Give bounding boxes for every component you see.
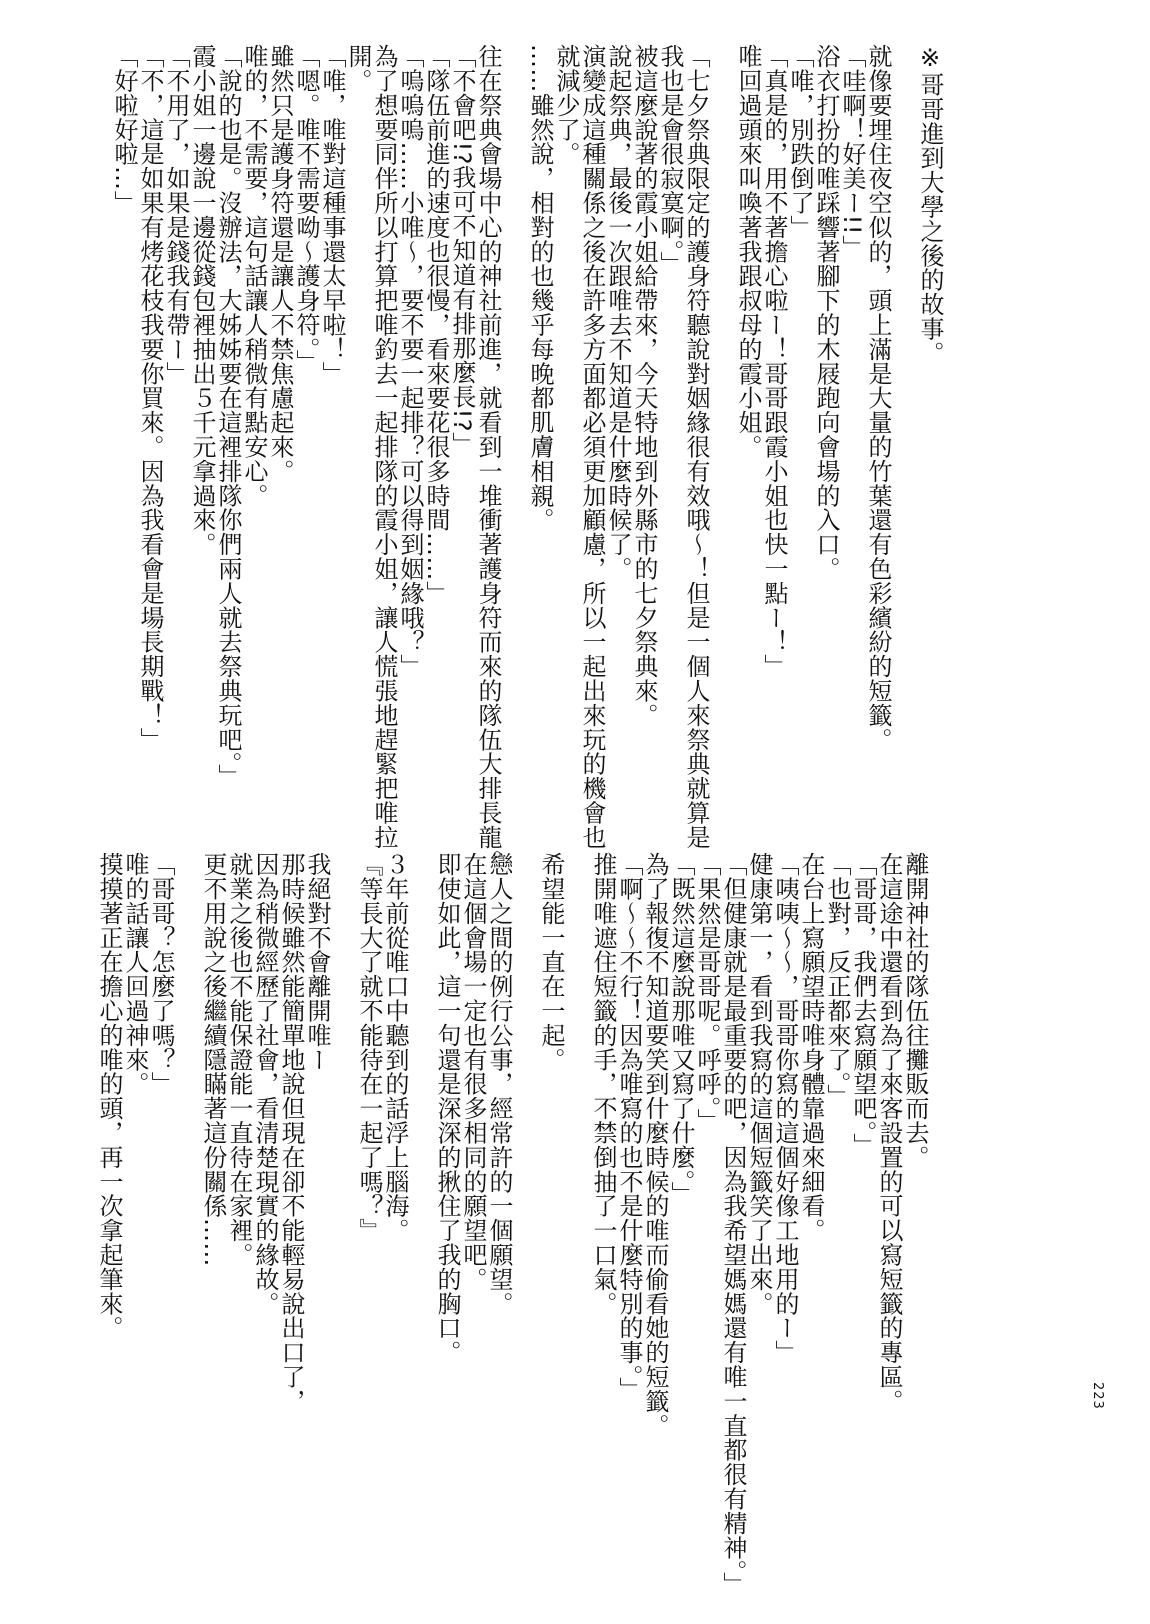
bottom-text-section bbox=[95, 852, 929, 1597]
text-line: 因為稍微經歷了社會，看清楚現實的緣故。 bbox=[251, 852, 279, 1316]
text-line: 「嗚嗚嗚……小唯～，要不要一起排？可以得到姻緣哦？」 bbox=[396, 44, 424, 679]
blank-line bbox=[501, 44, 527, 824]
text-line: 唯的話讓人回過神來。 bbox=[121, 852, 149, 1096]
text-line: 演變成這種關係之後在許多方面都必須更加顧慮，所以一起出來玩的機會也 bbox=[578, 44, 606, 850]
text-line: 在這途中還看到為了來客設置的可以寫短籤的專區。 bbox=[875, 852, 903, 1414]
text-line: 「唯，別跌倒了」 bbox=[786, 44, 814, 240]
text-line: 健康第一，看到我寫的這個短籤笑了出來。 bbox=[745, 852, 773, 1316]
text-line: 「也對，反正都來了。」 bbox=[823, 852, 851, 1109]
blank-line bbox=[174, 852, 200, 1592]
text-line: 被這麼說著的霞小姐給帶來，今天特地到外縣市的七夕祭典來。 bbox=[630, 44, 658, 728]
text-line: 更不用說之後繼續隱瞞著這份關係…… bbox=[199, 852, 227, 1267]
text-line: ３年前從唯口中聽到的話浮上腦海。 bbox=[381, 852, 409, 1243]
text-line: 為了報復不知道要笑到什麼時候的唯而偷看她的短籤。 bbox=[641, 852, 669, 1438]
blank-line bbox=[330, 852, 356, 1592]
text-line: 「果然是哥哥呢。呼呼。」 bbox=[693, 852, 721, 1133]
text-line: 唯的，不需要，這句話讓人稍微有點安心。 bbox=[240, 44, 268, 508]
text-line: 推開唯遮住短籤的手，不禁倒抽了一口氣。 bbox=[589, 852, 617, 1316]
text-line: 為了想要同伴所以打算把唯釣去一起排隊的霞小姐，讓人慌張地趕緊把唯拉 bbox=[370, 44, 398, 850]
text-line: 「七夕祭典限定的護身符聽說對姻緣很有效哦～！但是一個人來祭典就算是 bbox=[682, 44, 710, 850]
text-line: 戀人之間的例行公事，經常許的一個願望。 bbox=[485, 852, 513, 1316]
text-line: 「真是的，用不著擔心啦ー！哥哥跟霞小姐也快一點ー！」 bbox=[760, 44, 788, 679]
top-text-section bbox=[110, 44, 944, 874]
blank-line bbox=[408, 852, 434, 1592]
text-line: 開。 bbox=[344, 44, 372, 93]
text-line: 「啊～～不行！因為唯寫的也不是什麼特別的事。」 bbox=[615, 852, 643, 1402]
text-line: 即使如此，這一句還是深深的揪住了我的胸口。 bbox=[433, 852, 461, 1365]
text-line: 「但健康就是最重要的吧，因為我希望媽媽還有唯一直都很有精神。」 bbox=[719, 852, 747, 1597]
text-line: 「哇啊！好美ー!!」 bbox=[838, 44, 866, 260]
text-line: 『等長大了就不能待在一起了嗎？』 bbox=[355, 852, 383, 1243]
text-line: 在台上寫願望時唯身體靠過來細看。 bbox=[797, 852, 825, 1243]
text-line: 「不，這是如果有烤花枝我要你買來。因為我看會是場長期戰！」 bbox=[136, 44, 164, 752]
page-number: 223 bbox=[1090, 1382, 1105, 1410]
text-line: 霞小姐一邊說一邊從錢包裡抽出５千元拿過來。 bbox=[188, 44, 216, 557]
text-line: 就像要埋住夜空似的，頭上滿是大量的竹葉還有色彩繽紛的短籤。 bbox=[864, 44, 892, 752]
text-line: 「咦咦～～，哥哥你寫的這個好像工地用的ー」 bbox=[771, 852, 799, 1365]
text-line: 浴衣打扮的唯踩響著腳下的木屐跑向會場的入口。 bbox=[812, 44, 840, 581]
blank-line bbox=[709, 44, 735, 824]
text-line: 「說的也是。沒辦法，大姊姊要在這裡排隊你們兩人就去祭典玩吧。」 bbox=[214, 44, 242, 789]
text-line: 「哥哥，我們去寫願望吧。」 bbox=[849, 852, 877, 1158]
text-line: 那時候雖然能簡單地說但現在卻不能輕易說出口了， bbox=[277, 852, 305, 1414]
text-line: 「不用了，如果是錢我有帶ー」 bbox=[162, 44, 190, 386]
text-line: 摸摸著正在擔心的唯的頭，再一次拿起筆來。 bbox=[95, 852, 123, 1340]
text-line: 我也是會很寂寞啊。」 bbox=[656, 44, 684, 276]
text-line: 往在祭典會場中心的神社前進，就看到一堆衝著護身符而來的隊伍大排長龍。 bbox=[474, 44, 502, 874]
blank-line bbox=[891, 44, 917, 824]
blank-line bbox=[512, 852, 538, 1592]
text-line: 「好啦好啦…」 bbox=[110, 44, 138, 215]
text-line: 在這個會場一定也有很多相同的願望吧。 bbox=[459, 852, 487, 1292]
text-line: 「隊伍前進的速度也很慢，看來要花很多時間……」 bbox=[422, 44, 450, 606]
text-line: 說起祭典，最後一次跟唯去不知道是什麼時候了。 bbox=[604, 44, 632, 581]
text-line: 「既然這麼說那唯又寫了什麼。」 bbox=[667, 852, 695, 1206]
text-line: 「唯，唯對這種事還太早啦！」 bbox=[318, 44, 346, 386]
text-line: 雖然只是護身符還是讓人不禁焦慮起來。 bbox=[266, 44, 294, 484]
text-line: 我絕對不會離開唯ー bbox=[303, 852, 331, 1072]
text-line: 離開神社的隊伍往攤販而去。 bbox=[901, 852, 929, 1170]
text-line: 「哥哥？怎麼了嗎？」 bbox=[147, 852, 175, 1096]
text-line: 唯回過頭來叫喚著我跟叔母的霞小姐。 bbox=[734, 44, 762, 459]
text-line: 「不會吧!?我可不知道有排那麼長!?」 bbox=[448, 44, 476, 457]
text-line: 「嗯。唯不需要呦～護身符。」 bbox=[292, 44, 320, 374]
text-line: ※哥哥進到大學之後的故事。 bbox=[916, 44, 944, 366]
text-line: 就業之後也不能保證能一直待在家裡。 bbox=[225, 852, 253, 1267]
blank-line bbox=[564, 852, 590, 1592]
text-line: 希望能一直在一起。 bbox=[537, 852, 565, 1072]
text-line: ……雖然說，相對的也幾乎每晚都肌膚相親。 bbox=[526, 44, 554, 532]
text-line: 就減少了。 bbox=[552, 44, 580, 166]
